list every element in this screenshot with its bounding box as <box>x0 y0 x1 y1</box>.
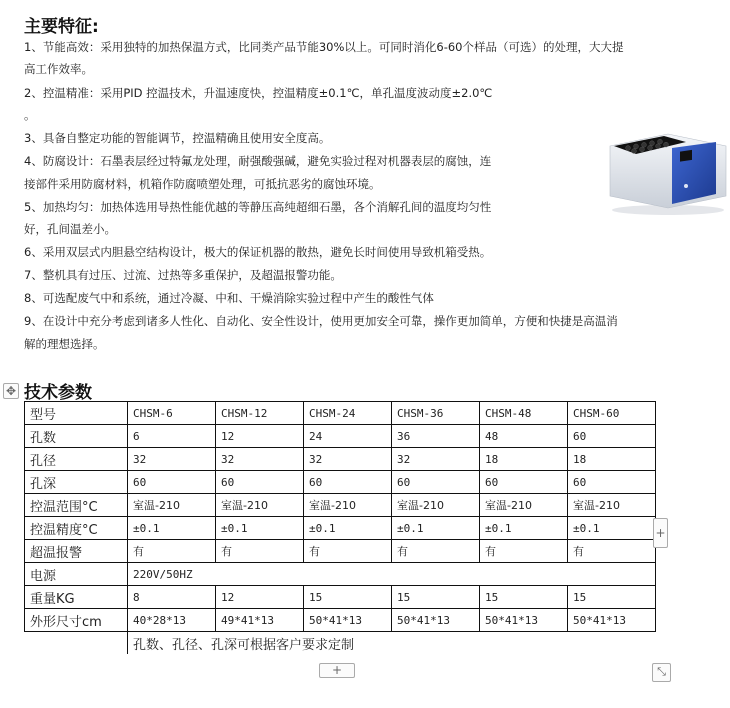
table-row <box>25 632 656 655</box>
table-cell: 60 <box>392 471 480 494</box>
table-cell: ±0.1 <box>480 517 568 540</box>
table-cell: 18 <box>568 448 656 471</box>
table-cell: ±0.1 <box>304 517 392 540</box>
table-cell: ±0.1 <box>216 517 304 540</box>
feature-line: 2、控温精准：采用PID 控温技术，升温速度快，控温精度±0.1℃，单孔温度波动度±2.0℃ <box>24 86 493 100</box>
digestion-block-image <box>606 116 728 216</box>
table-row <box>25 517 656 540</box>
table-cell: 有 <box>216 540 304 563</box>
table-cell: CHSM-12 <box>216 402 304 425</box>
table-cell: 重量KG <box>25 586 128 609</box>
table-cell: CHSM-6 <box>128 402 216 425</box>
table-row <box>25 609 656 632</box>
table-row <box>25 563 656 586</box>
table-cell: 60 <box>568 425 656 448</box>
table-cell: 超温报警 <box>25 540 128 563</box>
table-cell: ±0.1 <box>128 517 216 540</box>
table-cell: 6 <box>128 425 216 448</box>
feature-line: 5、加热均匀：加热体选用导热性能优越的等静压高纯超细石墨，各个消解孔间的温度均匀性 <box>24 200 492 214</box>
table-cell: 室温-210 <box>480 494 568 517</box>
table-cell: 32 <box>128 448 216 471</box>
table-cell: 49*41*13 <box>216 609 304 632</box>
table-header-row <box>25 402 656 425</box>
feature-line: 4、防腐设计：石墨表层经过特氟龙处理，耐强酸强碱，避免实验过程对机器表层的腐蚀，连 <box>24 154 492 168</box>
table-cell: 12 <box>216 425 304 448</box>
table-cell: 室温-210 <box>392 494 480 517</box>
table-cell: 32 <box>304 448 392 471</box>
specs-heading: 技术参数 <box>24 383 92 403</box>
add-row-handle[interactable]: + <box>319 663 355 678</box>
table-cell: 有 <box>128 540 216 563</box>
table-cell: 50*41*13 <box>568 609 656 632</box>
feature-line: 6、采用双层式内胆悬空结构设计，极大的保证机器的散热，避免长时间使用导致机箱受热。 <box>24 245 492 259</box>
table-cell: 室温-210 <box>216 494 304 517</box>
specs-table-container <box>24 401 656 654</box>
table-row <box>25 425 656 448</box>
table-row <box>25 471 656 494</box>
table-cell: 孔数 <box>25 425 128 448</box>
table-row <box>25 540 656 563</box>
table-row <box>25 494 656 517</box>
feature-line: 8、可选配废气中和系统，通过冷凝、中和、干燥消除实验过程中产生的酸性气体 <box>24 291 434 305</box>
table-note: 孔数、孔径、孔深可根据客户要求定制 <box>128 632 656 655</box>
table-cell: 15 <box>480 586 568 609</box>
table-cell: 32 <box>392 448 480 471</box>
table-cell: 孔深 <box>25 471 128 494</box>
features-heading: 主要特征: <box>24 17 99 37</box>
table-cell: 60 <box>128 471 216 494</box>
feature-line: 接部件采用防腐材料，机箱作防腐喷塑处理，可抵抗恶劣的腐蚀环境。 <box>24 177 381 191</box>
add-column-handle[interactable]: + <box>653 518 668 548</box>
table-move-handle[interactable]: ✥ <box>3 383 19 399</box>
table-cell: 电源 <box>25 563 128 586</box>
feature-line: 高工作效率。 <box>24 62 93 76</box>
table-cell: ±0.1 <box>568 517 656 540</box>
table-cell: 型号 <box>25 402 128 425</box>
table-cell: 室温-210 <box>128 494 216 517</box>
feature-line: 解的理想选择。 <box>24 337 105 351</box>
table-cell <box>25 632 128 655</box>
table-cell: 控温精度°C <box>25 517 128 540</box>
table-cell: 15 <box>392 586 480 609</box>
table-cell: 15 <box>568 586 656 609</box>
feature-line: 7、整机具有过压、过流、过热等多重保护，及超温报警功能。 <box>24 268 342 282</box>
table-cell: ±0.1 <box>392 517 480 540</box>
table-cell: 外形尺寸cm <box>25 609 128 632</box>
table-resize-handle[interactable]: ⤡ <box>652 663 671 682</box>
table-cell: 12 <box>216 586 304 609</box>
table-cell: 32 <box>216 448 304 471</box>
table-cell: 60 <box>568 471 656 494</box>
table-cell: 8 <box>128 586 216 609</box>
table-cell: 有 <box>480 540 568 563</box>
table-cell: 24 <box>304 425 392 448</box>
table-cell: 48 <box>480 425 568 448</box>
table-cell: 220V/50HZ <box>128 563 656 586</box>
table-cell: 有 <box>568 540 656 563</box>
table-row <box>25 586 656 609</box>
table-cell: 50*41*13 <box>392 609 480 632</box>
table-cell: 18 <box>480 448 568 471</box>
table-cell: 室温-210 <box>304 494 392 517</box>
table-cell: 15 <box>304 586 392 609</box>
table-row <box>25 448 656 471</box>
table-cell: 孔径 <box>25 448 128 471</box>
table-cell: 40*28*13 <box>128 609 216 632</box>
feature-line: 好，孔间温差小。 <box>24 222 116 236</box>
table-cell: CHSM-36 <box>392 402 480 425</box>
feature-line: 1、节能高效：采用独特的加热保温方式，比同类产品节能30%以上。可同时消化6-60个样品（可选）的处理，大大提 <box>24 40 624 54</box>
table-cell: CHSM-60 <box>568 402 656 425</box>
table-cell: 有 <box>304 540 392 563</box>
table-cell: 控温范围°C <box>25 494 128 517</box>
table-cell: 室温-210 <box>568 494 656 517</box>
table-cell: CHSM-24 <box>304 402 392 425</box>
table-cell: 60 <box>216 471 304 494</box>
table-cell: 50*41*13 <box>304 609 392 632</box>
feature-line: 。 <box>24 108 36 122</box>
table-cell: 60 <box>304 471 392 494</box>
specs-table <box>24 401 656 654</box>
table-cell: 60 <box>480 471 568 494</box>
table-cell: 50*41*13 <box>480 609 568 632</box>
table-cell: 36 <box>392 425 480 448</box>
table-cell: 有 <box>392 540 480 563</box>
table-cell: CHSM-48 <box>480 402 568 425</box>
feature-line: 9、在设计中充分考虑到诸多人性化、自动化、安全性设计，使用更加安全可靠，操作更加简单，方便和快捷是高温消 <box>24 314 618 328</box>
feature-line: 3、具备自整定功能的智能调节，控温精确且使用安全度高。 <box>24 131 331 145</box>
